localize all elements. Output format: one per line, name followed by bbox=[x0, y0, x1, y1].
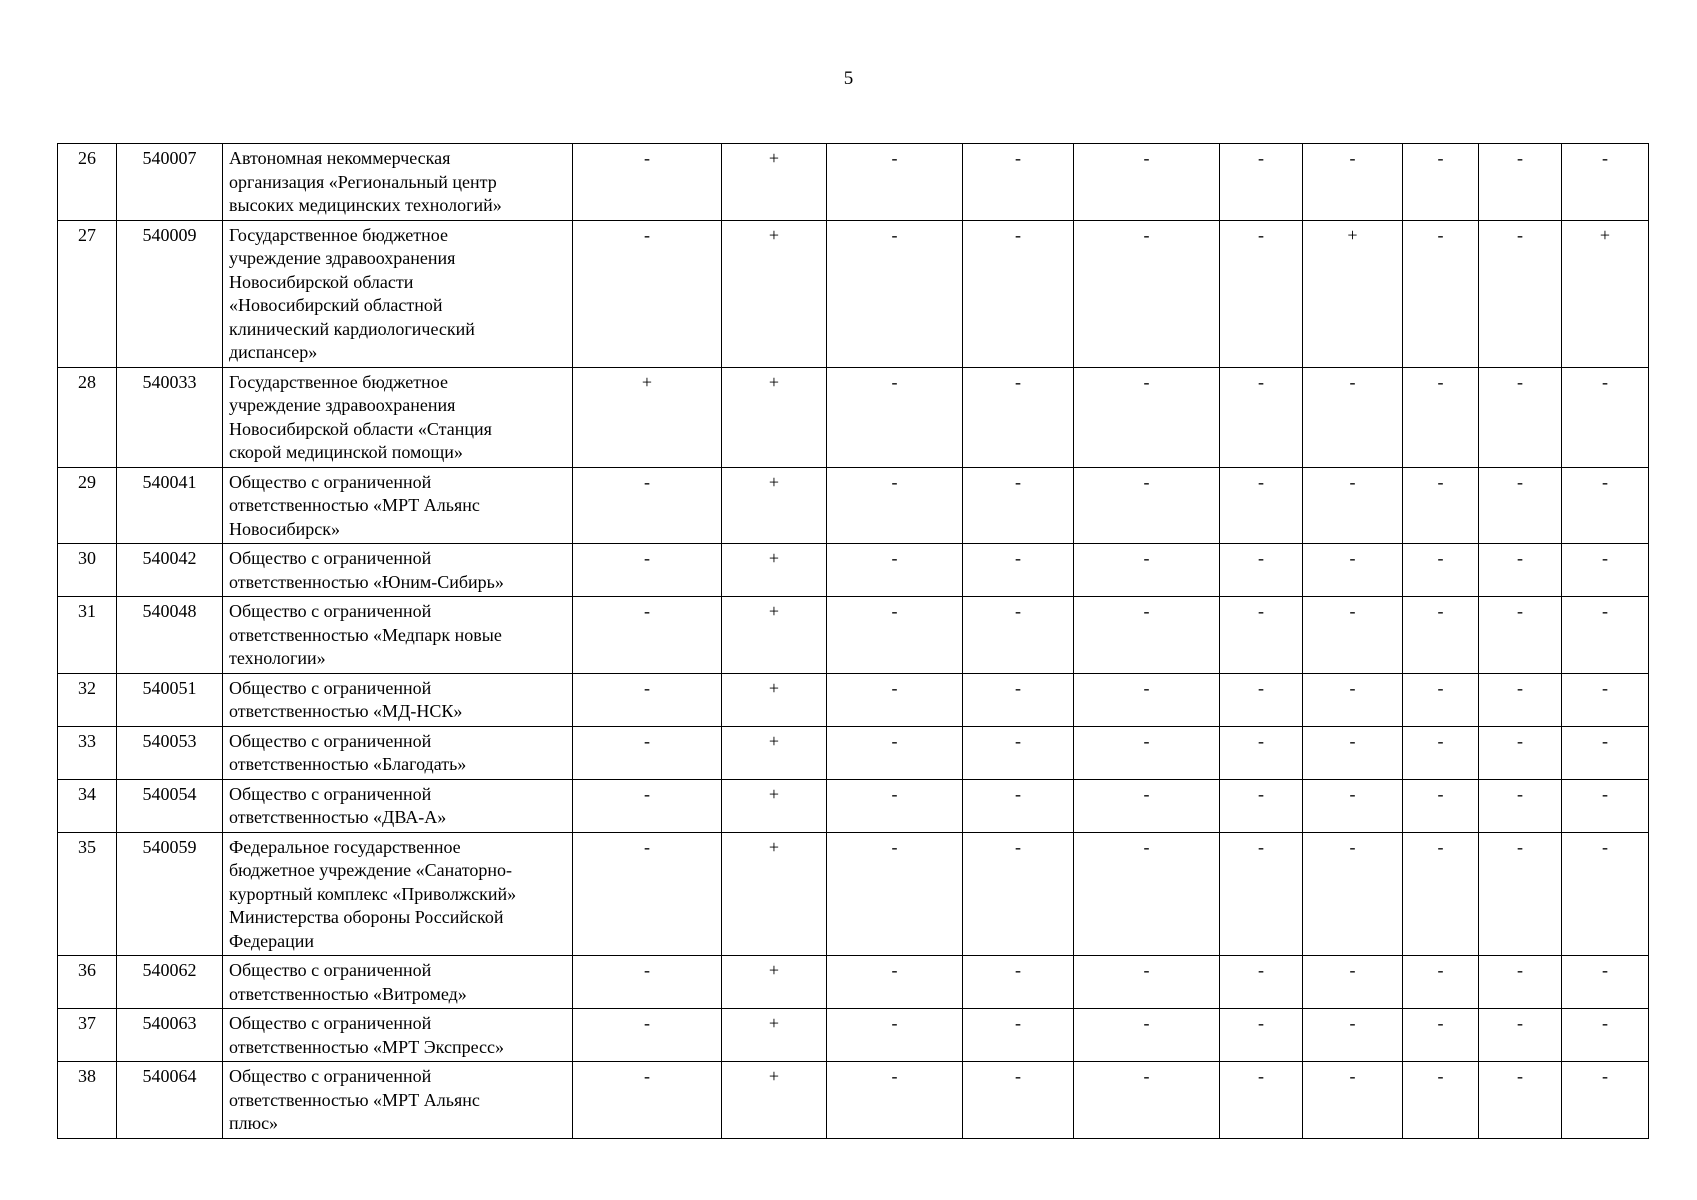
table-row bbox=[58, 956, 1649, 1009]
mark-cell: - bbox=[1074, 367, 1220, 467]
organization-name-line: организация «Региональный центр bbox=[229, 171, 497, 192]
organization-code: 540033 bbox=[117, 367, 223, 467]
mark-cell: - bbox=[1220, 726, 1303, 779]
mark-cell: - bbox=[1220, 597, 1303, 674]
mark-cell: - bbox=[1562, 544, 1649, 597]
organization-name-line: Государственное бюджетное bbox=[229, 224, 448, 245]
mark-cell: - bbox=[963, 544, 1074, 597]
organization-name-line: Общество с ограниченной bbox=[229, 548, 432, 568]
row-number: 35 bbox=[58, 832, 117, 956]
organization-name-line: Общество с ограниченной bbox=[229, 471, 432, 492]
mark-cell: - bbox=[827, 726, 963, 779]
mark-cell: - bbox=[1074, 1009, 1220, 1062]
mark-cell: - bbox=[1479, 1009, 1562, 1062]
row-number: 26 bbox=[58, 144, 117, 221]
organization-code: 540042 bbox=[117, 544, 223, 597]
mark-cell: - bbox=[1220, 1009, 1303, 1062]
mark-cell: - bbox=[1220, 832, 1303, 956]
organization-code: 540007 bbox=[117, 144, 223, 221]
mark-cell: + bbox=[722, 220, 827, 367]
organization-code: 540053 bbox=[117, 726, 223, 779]
mark-cell: - bbox=[827, 597, 963, 674]
mark-cell: - bbox=[1220, 467, 1303, 544]
mark-cell: - bbox=[1403, 832, 1479, 956]
row-number: 32 bbox=[58, 673, 117, 726]
mark-cell: - bbox=[573, 673, 722, 726]
mark-cell: - bbox=[827, 144, 963, 221]
organization-name-line: ответственностью «МД-НСК» bbox=[229, 701, 463, 721]
mark-cell: - bbox=[1303, 726, 1403, 779]
mark-cell: - bbox=[573, 1062, 722, 1139]
organization-name-line: ответственностью «Юним-Сибирь» bbox=[229, 571, 504, 592]
mark-cell: - bbox=[1074, 1062, 1220, 1139]
organization-name bbox=[223, 220, 573, 367]
mark-cell: - bbox=[573, 144, 722, 221]
mark-cell: - bbox=[963, 832, 1074, 956]
organization-name-line: Новосибирск» bbox=[229, 518, 340, 539]
mark-cell: - bbox=[1479, 220, 1562, 367]
mark-cell: - bbox=[1562, 1009, 1649, 1062]
mark-cell: + bbox=[722, 832, 827, 956]
organization-name-line: Общество с ограниченной bbox=[229, 601, 432, 621]
mark-cell: + bbox=[722, 597, 827, 674]
organization-name-line: ответственностью «Медпарк новые bbox=[229, 624, 502, 645]
row-number: 30 bbox=[58, 544, 117, 597]
mark-cell: - bbox=[1479, 726, 1562, 779]
organization-name bbox=[223, 367, 573, 467]
organization-name bbox=[223, 832, 573, 956]
mark-cell: - bbox=[1074, 144, 1220, 221]
mark-cell: - bbox=[1403, 467, 1479, 544]
mark-cell: - bbox=[1479, 597, 1562, 674]
mark-cell: - bbox=[963, 726, 1074, 779]
mark-cell: - bbox=[573, 467, 722, 544]
mark-cell: - bbox=[827, 673, 963, 726]
mark-cell: + bbox=[722, 956, 827, 1009]
organization-name-line: Общество с ограниченной bbox=[229, 1066, 432, 1086]
mark-cell: - bbox=[963, 144, 1074, 221]
row-number: 37 bbox=[58, 1009, 117, 1062]
mark-cell: - bbox=[1479, 144, 1562, 221]
row-number: 38 bbox=[58, 1062, 117, 1139]
mark-cell: - bbox=[1220, 956, 1303, 1009]
mark-cell: - bbox=[1479, 467, 1562, 544]
registry-table-body bbox=[58, 144, 1649, 1139]
organization-name-line: клинический кардиологический bbox=[229, 318, 475, 339]
organization-name-line: ответственностью «МРТ Экспресс» bbox=[229, 1036, 505, 1057]
row-number: 34 bbox=[58, 779, 117, 832]
mark-cell: - bbox=[573, 544, 722, 597]
organization-name-line: Федерации bbox=[229, 930, 315, 951]
organization-name bbox=[223, 673, 573, 726]
organization-name-line: Новосибирской области bbox=[229, 271, 414, 292]
organization-code: 540063 bbox=[117, 1009, 223, 1062]
organization-name bbox=[223, 544, 573, 597]
mark-cell: - bbox=[1074, 673, 1220, 726]
organization-name-line: технологии» bbox=[229, 648, 326, 668]
mark-cell: - bbox=[827, 367, 963, 467]
mark-cell: - bbox=[1074, 220, 1220, 367]
mark-cell: - bbox=[1403, 779, 1479, 832]
mark-cell: + bbox=[722, 726, 827, 779]
organization-name-line: учреждение здравоохранения bbox=[229, 248, 456, 268]
organization-code: 540041 bbox=[117, 467, 223, 544]
mark-cell: - bbox=[1303, 1062, 1403, 1139]
row-number: 27 bbox=[58, 220, 117, 367]
mark-cell: - bbox=[1220, 144, 1303, 221]
mark-cell: - bbox=[1303, 467, 1403, 544]
organization-name-line: Общество с ограниченной bbox=[229, 730, 432, 751]
mark-cell: - bbox=[1303, 367, 1403, 467]
table-row bbox=[58, 220, 1649, 367]
mark-cell: - bbox=[1074, 956, 1220, 1009]
mark-cell: - bbox=[1479, 779, 1562, 832]
organization-name-line: ответственностью «ДВА-А» bbox=[229, 807, 447, 827]
mark-cell: - bbox=[1303, 779, 1403, 832]
mark-cell: - bbox=[1562, 726, 1649, 779]
organization-name-line: скорой медицинской помощи» bbox=[229, 442, 463, 462]
row-number: 31 bbox=[58, 597, 117, 674]
page-number: 5 bbox=[843, 68, 854, 89]
row-number: 28 bbox=[58, 367, 117, 467]
mark-cell: - bbox=[573, 597, 722, 674]
mark-cell: - bbox=[1303, 597, 1403, 674]
mark-cell: - bbox=[573, 1009, 722, 1062]
mark-cell: - bbox=[1220, 1062, 1303, 1139]
organization-name-line: учреждение здравоохранения bbox=[229, 395, 456, 415]
organization-name-line: ответственностью «МРТ Альянс bbox=[229, 1089, 480, 1110]
mark-cell: - bbox=[1479, 367, 1562, 467]
organization-name-line: Государственное бюджетное bbox=[229, 371, 448, 392]
mark-cell: + bbox=[722, 1062, 827, 1139]
organization-name-line: курортный комплекс «Приволжский» bbox=[229, 883, 517, 904]
table-row bbox=[58, 597, 1649, 674]
mark-cell: - bbox=[827, 956, 963, 1009]
mark-cell: - bbox=[1479, 956, 1562, 1009]
organization-name bbox=[223, 144, 573, 221]
organization-name-line: Общество с ограниченной bbox=[229, 677, 432, 698]
organization-name-line: Министерства обороны Российской bbox=[229, 907, 504, 927]
mark-cell: - bbox=[963, 956, 1074, 1009]
table-row bbox=[58, 779, 1649, 832]
mark-cell: - bbox=[827, 220, 963, 367]
mark-cell: - bbox=[1074, 467, 1220, 544]
organization-name bbox=[223, 726, 573, 779]
mark-cell: - bbox=[1562, 956, 1649, 1009]
mark-cell: - bbox=[1403, 1009, 1479, 1062]
organization-name bbox=[223, 1062, 573, 1139]
mark-cell: - bbox=[1074, 544, 1220, 597]
mark-cell: - bbox=[1479, 544, 1562, 597]
mark-cell: - bbox=[963, 467, 1074, 544]
organization-name-line: Автономная некоммерческая bbox=[229, 148, 451, 168]
mark-cell: - bbox=[963, 367, 1074, 467]
mark-cell: - bbox=[1403, 1062, 1479, 1139]
mark-cell: - bbox=[573, 956, 722, 1009]
mark-cell: - bbox=[1403, 367, 1479, 467]
organization-name-line: бюджетное учреждение «Санаторно- bbox=[229, 860, 513, 880]
organization-name-line: Общество с ограниченной bbox=[229, 783, 432, 804]
mark-cell: - bbox=[573, 832, 722, 956]
organization-code: 540009 bbox=[117, 220, 223, 367]
mark-cell: + bbox=[722, 673, 827, 726]
mark-cell: + bbox=[573, 367, 722, 467]
mark-cell: - bbox=[1403, 144, 1479, 221]
mark-cell: - bbox=[1403, 220, 1479, 367]
table-row bbox=[58, 1009, 1649, 1062]
mark-cell: - bbox=[1303, 673, 1403, 726]
mark-cell: - bbox=[1562, 367, 1649, 467]
registry-table bbox=[57, 143, 1649, 1139]
organization-code: 540064 bbox=[117, 1062, 223, 1139]
mark-cell: - bbox=[1562, 832, 1649, 956]
mark-cell: - bbox=[963, 779, 1074, 832]
organization-name-line: Общество с ограниченной bbox=[229, 960, 432, 980]
mark-cell: - bbox=[1220, 367, 1303, 467]
organization-name-line: Общество с ограниченной bbox=[229, 1013, 432, 1033]
organization-name-line: диспансер» bbox=[229, 342, 318, 362]
organization-name bbox=[223, 467, 573, 544]
mark-cell: - bbox=[963, 1009, 1074, 1062]
mark-cell: - bbox=[827, 779, 963, 832]
mark-cell: - bbox=[1403, 673, 1479, 726]
mark-cell: - bbox=[827, 467, 963, 544]
mark-cell: + bbox=[722, 144, 827, 221]
mark-cell: - bbox=[1403, 597, 1479, 674]
mark-cell: - bbox=[827, 832, 963, 956]
mark-cell: - bbox=[1220, 544, 1303, 597]
mark-cell: - bbox=[1303, 832, 1403, 956]
mark-cell: + bbox=[722, 367, 827, 467]
mark-cell: - bbox=[827, 544, 963, 597]
organization-name-line: высоких медицинских технологий» bbox=[229, 195, 502, 215]
mark-cell: - bbox=[573, 220, 722, 367]
organization-name-line: плюс» bbox=[229, 1113, 279, 1133]
row-number: 36 bbox=[58, 956, 117, 1009]
mark-cell: - bbox=[573, 726, 722, 779]
organization-name-line: ответственностью «Благодать» bbox=[229, 754, 467, 774]
mark-cell: + bbox=[722, 1009, 827, 1062]
mark-cell: - bbox=[1303, 956, 1403, 1009]
organization-code: 540062 bbox=[117, 956, 223, 1009]
mark-cell: - bbox=[1220, 220, 1303, 367]
table-row bbox=[58, 1062, 1649, 1139]
table-row bbox=[58, 467, 1649, 544]
organization-name-line: Федеральное государственное bbox=[229, 836, 461, 857]
mark-cell: - bbox=[1403, 544, 1479, 597]
table-row bbox=[58, 673, 1649, 726]
mark-cell: + bbox=[1562, 220, 1649, 367]
mark-cell: - bbox=[1479, 1062, 1562, 1139]
mark-cell: - bbox=[1074, 832, 1220, 956]
mark-cell: - bbox=[1403, 956, 1479, 1009]
organization-name bbox=[223, 956, 573, 1009]
table-row bbox=[58, 367, 1649, 467]
mark-cell: - bbox=[1562, 673, 1649, 726]
mark-cell: - bbox=[1220, 779, 1303, 832]
mark-cell: - bbox=[1220, 673, 1303, 726]
mark-cell: - bbox=[1074, 597, 1220, 674]
mark-cell: + bbox=[722, 467, 827, 544]
mark-cell: - bbox=[1074, 726, 1220, 779]
mark-cell: - bbox=[963, 220, 1074, 367]
organization-name-line: ответственностью «Витромед» bbox=[229, 983, 467, 1004]
mark-cell: - bbox=[1562, 467, 1649, 544]
organization-name bbox=[223, 779, 573, 832]
mark-cell: + bbox=[722, 779, 827, 832]
organization-name-line: «Новосибирский областной bbox=[229, 295, 443, 315]
mark-cell: - bbox=[1303, 544, 1403, 597]
organization-name bbox=[223, 597, 573, 674]
mark-cell: - bbox=[1303, 144, 1403, 221]
organization-name-line: ответственностью «МРТ Альянс bbox=[229, 495, 480, 515]
mark-cell: - bbox=[573, 779, 722, 832]
mark-cell: - bbox=[827, 1062, 963, 1139]
mark-cell: - bbox=[1562, 1062, 1649, 1139]
organization-code: 540059 bbox=[117, 832, 223, 956]
mark-cell: + bbox=[1303, 220, 1403, 367]
table-row bbox=[58, 726, 1649, 779]
mark-cell: + bbox=[722, 544, 827, 597]
mark-cell: - bbox=[963, 1062, 1074, 1139]
mark-cell: - bbox=[1562, 597, 1649, 674]
mark-cell: - bbox=[1074, 779, 1220, 832]
mark-cell: - bbox=[1562, 144, 1649, 221]
table-row bbox=[58, 544, 1649, 597]
table-row bbox=[58, 832, 1649, 956]
mark-cell: - bbox=[963, 673, 1074, 726]
table-row bbox=[58, 144, 1649, 221]
mark-cell: - bbox=[963, 597, 1074, 674]
mark-cell: - bbox=[827, 1009, 963, 1062]
mark-cell: - bbox=[1403, 726, 1479, 779]
organization-name-line: Новосибирской области «Станция bbox=[229, 418, 492, 439]
mark-cell: - bbox=[1479, 832, 1562, 956]
organization-code: 540048 bbox=[117, 597, 223, 674]
mark-cell: - bbox=[1562, 779, 1649, 832]
row-number: 33 bbox=[58, 726, 117, 779]
row-number: 29 bbox=[58, 467, 117, 544]
mark-cell: - bbox=[1303, 1009, 1403, 1062]
organization-code: 540051 bbox=[117, 673, 223, 726]
organization-name bbox=[223, 1009, 573, 1062]
mark-cell: - bbox=[1479, 673, 1562, 726]
organization-code: 540054 bbox=[117, 779, 223, 832]
